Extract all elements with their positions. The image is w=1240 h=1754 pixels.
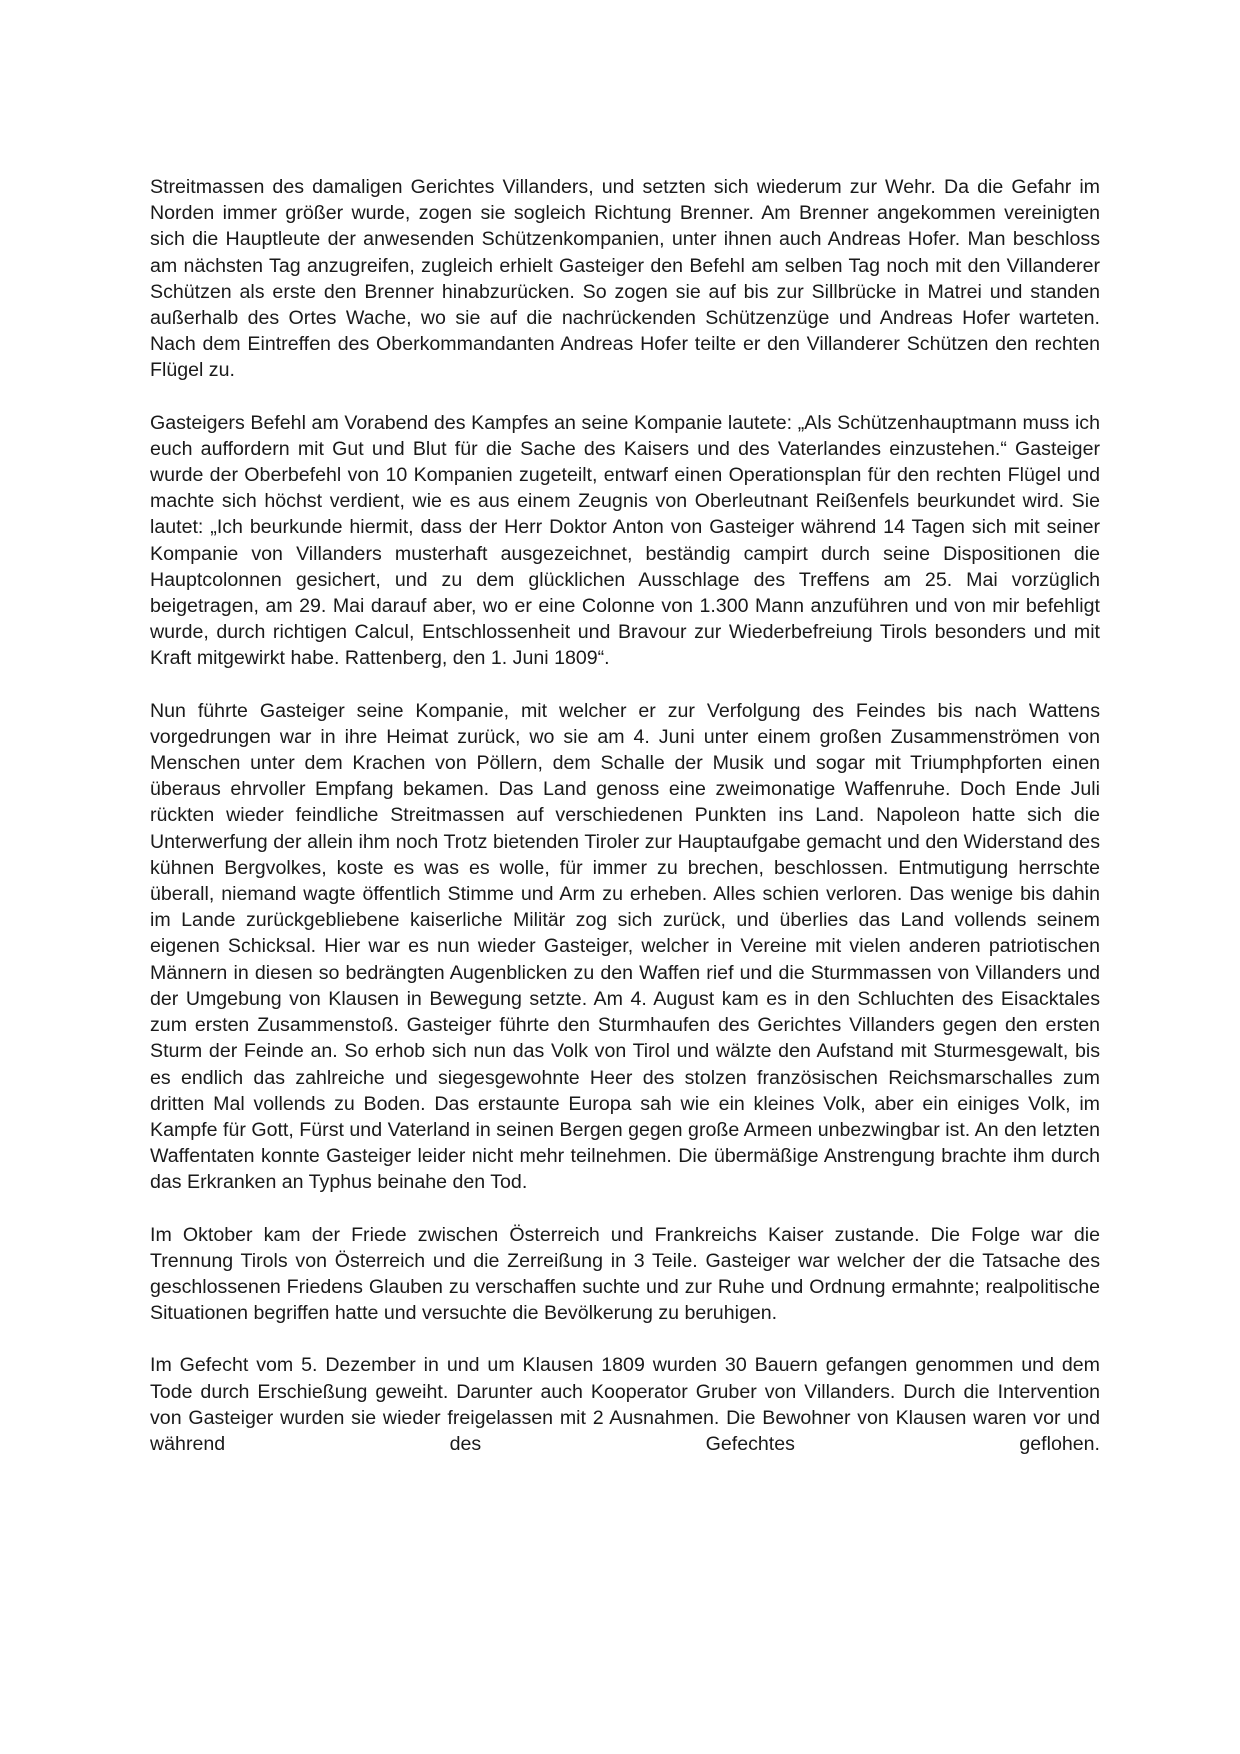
paragraph-4: Im Oktober kam der Friede zwischen Österreich und Frankreichs Kaiser zustande. Die Folge war die Trennung Tirols von Österreich und die Zerreißung in 3 Teile. Gasteiger war welcher der die Tatsache des geschlossenen Friedens Glauben zu verschaffen suchte und zur Ruhe und Ordnung ermahnte; realpolitische Situationen begriffen hatte und versuchte die Bevölkerung zu beruhigen. — [150, 1223, 1100, 1325]
paragraph-5: Im Gefecht vom 5. Dezember in und um Klausen 1809 wurden 30 Bauern gefangen genommen und dem Tode durch Erschießung geweiht. Darunter auch Kooperator Gruber von Villanders. Durch die Intervention von Gasteiger wurden sie wieder freigelassen mit 2 Ausnahmen. Die Bewohner von Klausen waren vor und während des Gefechtes geflohen. — [150, 1354, 1100, 1455]
paragraph-3: Nun führte Gasteiger seine Kompanie, mit welcher er zur Verfolgung des Feindes bis nach Wattens vorgedrungen war in ihre Heimat zurück, wo sie am 4. Juni unter einem großen Zusammenströmen von Menschen unter dem Krachen von Pöllern, dem Schalle der Musik und sogar mit Triumphpforten einen überaus ehrvoller Empfang bekamen. Das Land genoss eine zweimonatige Waffenruhe. Doch Ende Juli rückten wieder feindliche Streitmassen auf verschiedenen Punkten ins Land. Napoleon hatte sich die Unterwerfung der allein ihm noch Trotz bietenden Tiroler zur Hauptaufgabe gemacht und den Widerstand des kühnen Bergvolkes, koste es was es wolle, für immer zu brechen, beschlossen. Entmutigung herrschte überall, niemand wagte öffentlich Stimme und Arm zu erheben. Alles schien verloren. Das wenige bis dahin im Lande zurückgebliebene kaiserliche Militär zog sich zurück, und überlies das Land vollends seinem eigenen Schicksal. Hier war es nun wieder Gasteiger, welcher in Vereine mit vielen anderen patriotischen Männern in diesen so bedrängten Augenblicken zu den Waffen rief und die Sturmmassen von Villanders und der Umgebung von Klausen in Bewegung setzte. Am 4. August kam es in den Schluchten des Eisacktales zum ersten Zusammenstoß. Gasteiger führte den Sturmhaufen des Gerichtes Villanders gegen den ersten Sturm der Feinde an. So erhob sich nun das Volk von Tirol und wälzte den Aufstand mit Sturmesgewalt, bis es endlich das zahlreiche und siegesgewohnte Heer des stolzen französischen Reichsmarschalles zum dritten Mal vollends zu Boden. Das erstaunte Europa sah wie ein kleines Volk, aber ein einiges Volk, im Kampfe für Gott, Fürst und Vaterland in seinen Bergen gegen große Armeen unbezwingbar ist. An den letzten Waffentaten konnte Gasteiger leider nicht mehr teilnehmen. Die übermäßige Anstrengung brachte ihm durch das Erkranken an Typhus beinahe den Tod. — [150, 699, 1100, 1194]
paragraph-2: Gasteigers Befehl am Vorabend des Kampfes an seine Kompanie lautete: „Als Schützenhauptmann muss ich euch auffordern mit Gut und Blut für die Sache des Kaisers und des Vaterlandes einzustehen.“ Gasteiger wurde der Oberbefehl von 10 Kompanien zugeteilt, entwarf einen Operationsplan für den rechten Flügel und machte sich höchst verdient, wie es aus einem Zeugnis von Oberleutnant Reißenfels beurkundet wird. Sie lautet: „Ich beurkunde hiermit, dass der Herr Doktor Anton von Gasteiger während 14 Tagen sich mit seiner Kompanie von Villanders musterhaft ausgezeichnet, beständig campirt durch seine Dispositionen die Hauptcolonnen gesichert, und zu dem glücklichen Ausschlage des Treffens am 25. Mai vorzüglich beigetragen, am 29. Mai darauf aber, wo er eine Colonne von 1.300 Mann anzuführen und von mir befehligt wurde, durch richtigen Calcul, Entschlossenheit und Bravour zur Wiederbefreiung Tirols besonders und mit Kraft mitgewirkt habe. Rattenberg, den 1. Juni 1809“. — [150, 411, 1100, 670]
paragraph-1: Streitmassen des damaligen Gerichtes Villanders, und setzten sich wiederum zur Wehr. Da die Gefahr im Norden immer größer wurde, zogen sie sogleich Richtung Brenner. Am Brenner angekommen vereinigten sich die Hauptleute der anwesenden Schützenkompanien, unter ihnen auch Andreas Hofer. Man beschloss am nächsten Tag anzugreifen, zugleich erhielt Gasteiger den Befehl am selben Tag noch mit den Villanderer Schützen als erste den Brenner hinabzurücken. So zogen sie auf bis zur Sillbrücke in Matrei und standen außerhalb des Ortes Wache, wo sie auf die nachrückenden Schützenzüge und Andreas Hofer warteten. Nach dem Eintreffen des Oberkommandanten Andreas Hofer teilte er den Villanderer Schützen den rechten Flügel zu. — [150, 176, 1100, 382]
document-body — [150, 174, 1100, 1483]
